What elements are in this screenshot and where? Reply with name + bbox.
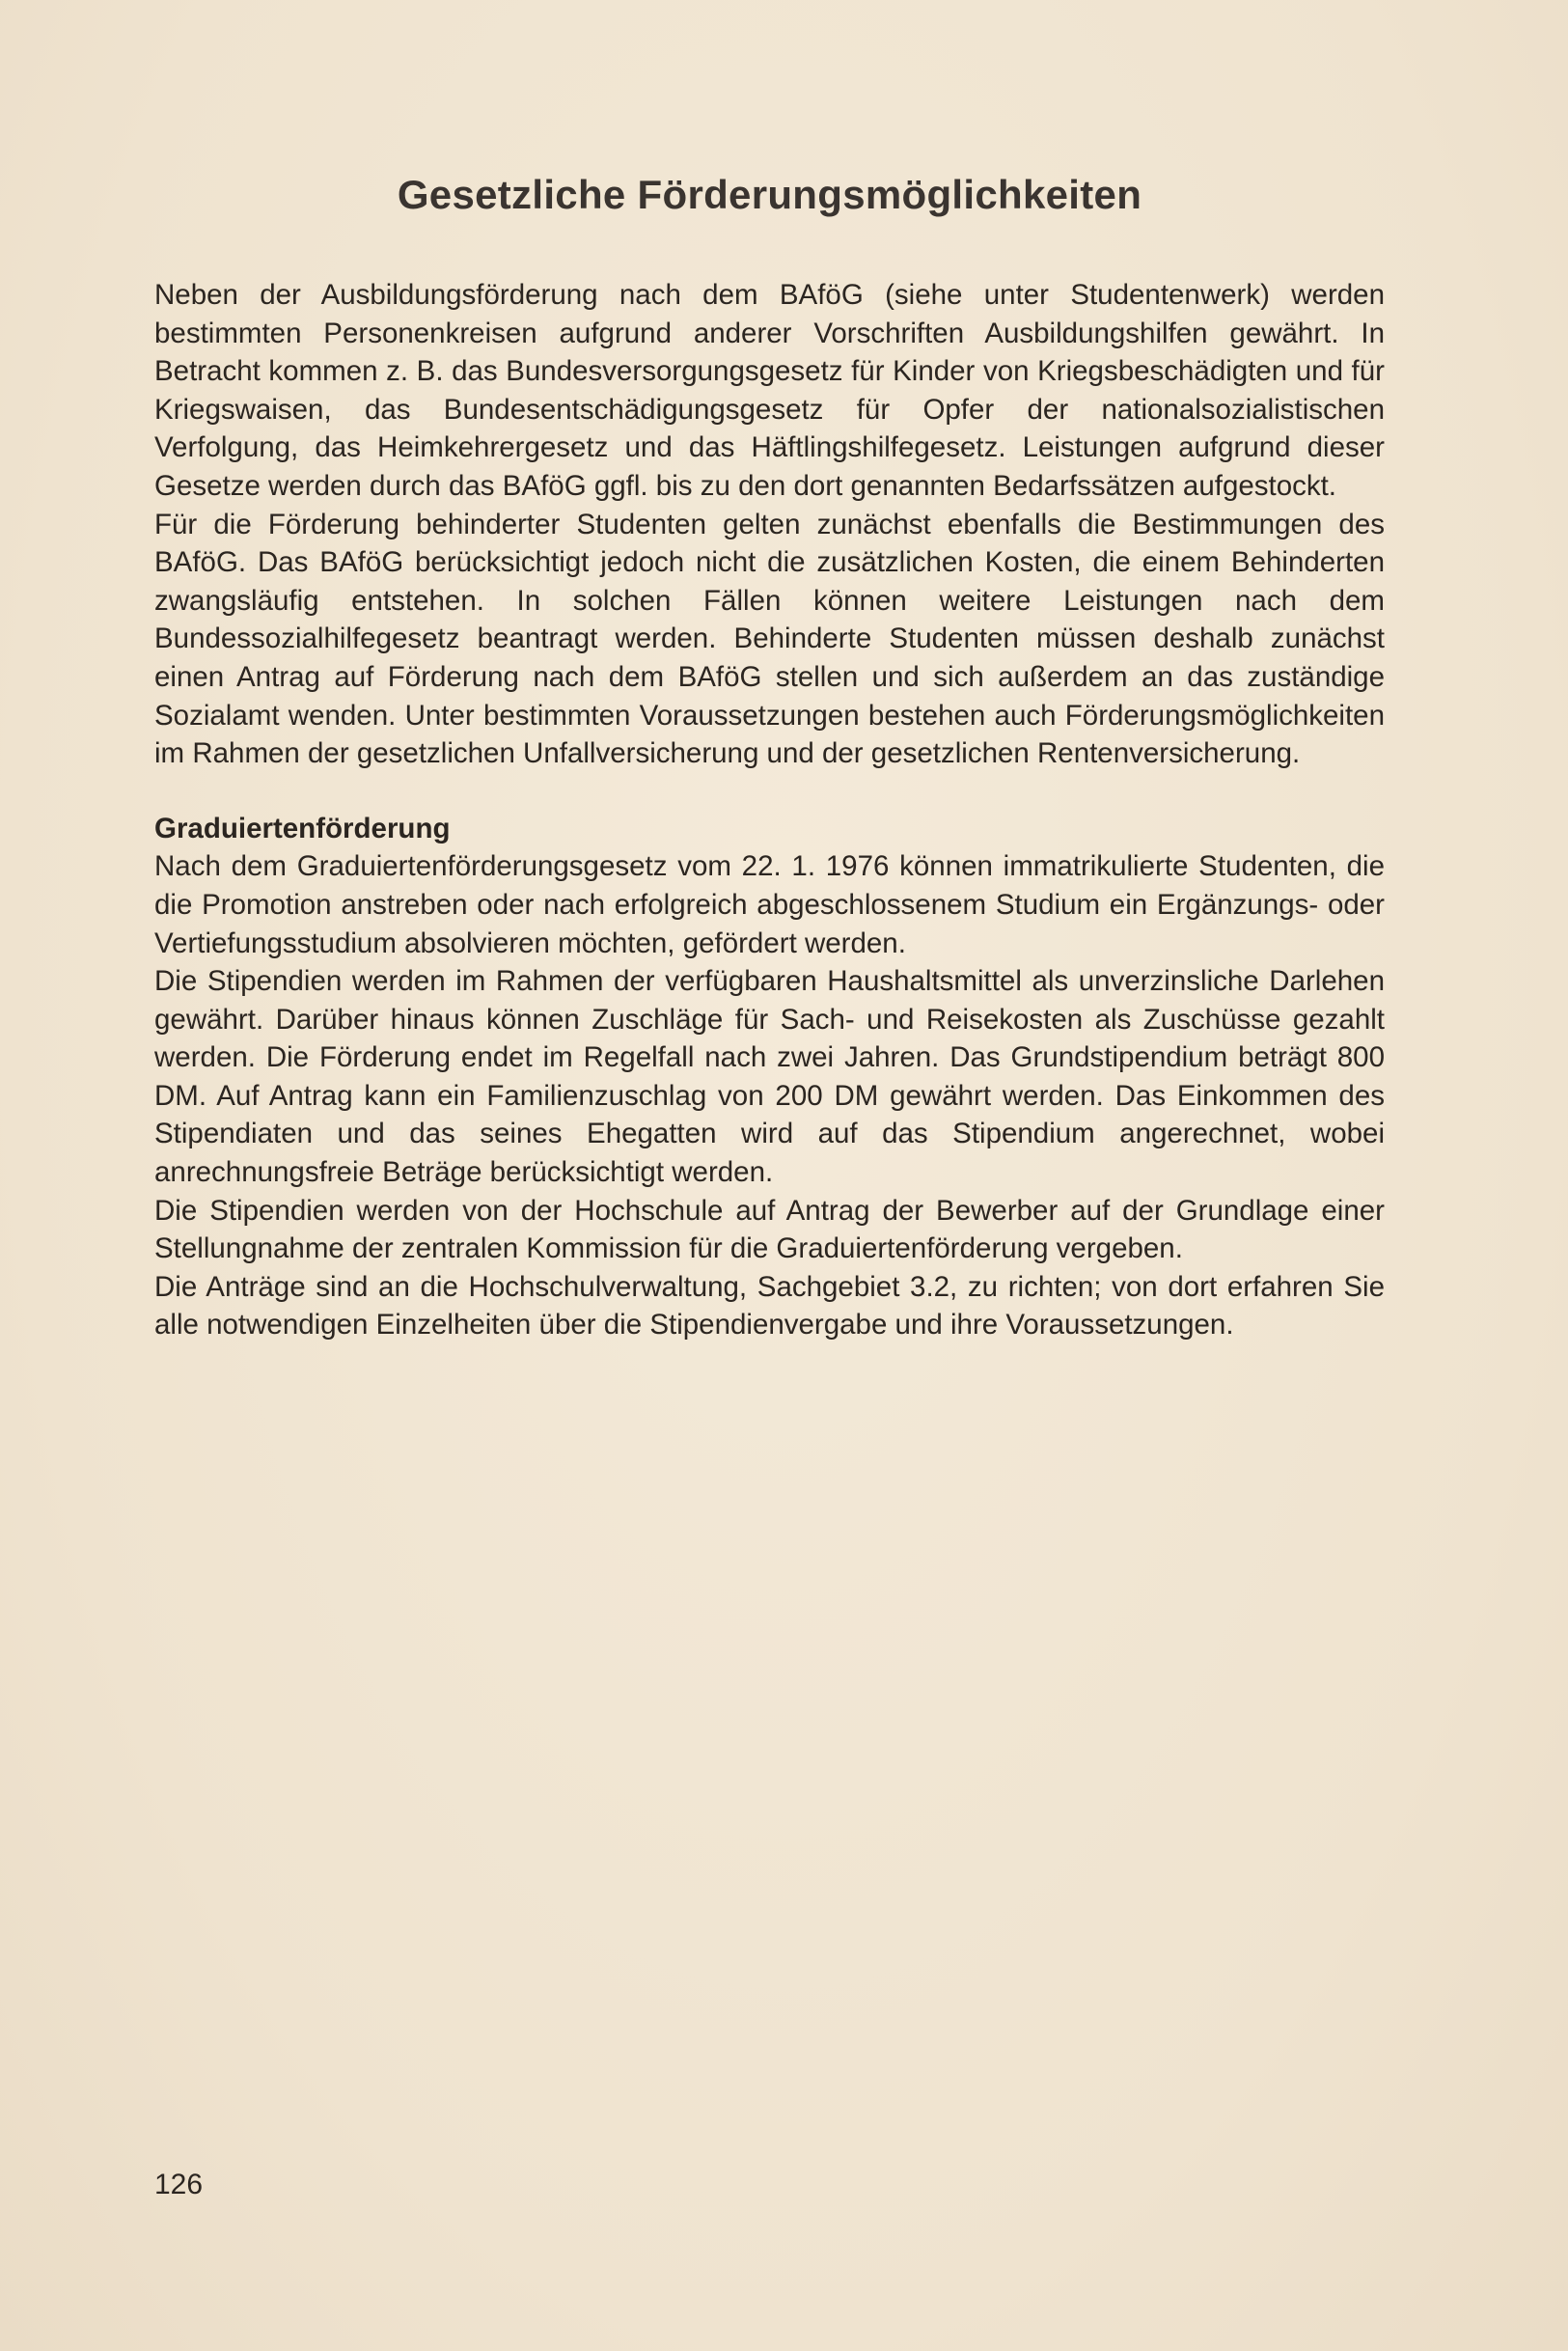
paragraph-applications: Die Anträge sind an die Hochschulverwaltung, Sachgebiet 3.2, zu richten; von dort erfahren Sie alle notwendigen Einzelheiten über die Stipendienvergabe und ihre Voraussetzungen. bbox=[154, 1270, 1385, 1341]
page-number: 126 bbox=[154, 2169, 204, 2200]
paragraph-bafoeg-other-laws: Neben der Ausbildungsförderung nach dem BAföG (siehe unter Studentenwerk) werden bestimmten Personenkreisen aufgrund anderer Vorschriften Ausbildungshilfen gewährt. In Betracht kommen z. B. das Bundesversorgungsgesetz für Kinder von Kriegsbeschädigten und für Kriegswaisen, das Bundesentschädigungsgesetz für Opfer der nationalsozialistischen Verfolgung, das Heimkehrergesetz und das Häftlingshilfegesetz. Leistungen aufgrund dieser Gesetze werden durch das BAföG ggfl. bis zu den dort genannten Bedarfssätzen aufgestockt. bbox=[154, 279, 1385, 502]
paragraph-stipend-award: Die Stipendien werden von der Hochschule auf Antrag der Bewerber auf der Grundlage einer Stellungnahme der zentralen Kommission für die Graduiertenförderung vergeben. bbox=[154, 1194, 1385, 1265]
section-legal-funding bbox=[154, 276, 1385, 773]
paragraph-graduate-law: Nach dem Graduiertenförderungsgesetz vom 22. 1. 1976 können immatrikulierte Studenten, die die Promotion anstreben oder nach erfolgreich abgeschlossenem Studium ein Ergänzungs- oder Vertiefungsstudium absolvieren möchten, gefördert werden. bbox=[154, 850, 1385, 959]
section-heading: Graduiertenförderung bbox=[154, 812, 451, 844]
page-content bbox=[154, 162, 1385, 1344]
paragraph-disabled-students: Für die Förderung behinderter Studenten gelten zunächst ebenfalls die Bestimmungen des BAföG. Das BAföG berücksichtigt jedoch nicht die zusätzlichen Kosten, die einem Behinderten zwangsläufig entstehen. In solchen Fällen können weitere Leistungen nach dem Bundessozialhilfegesetz beantragt werden. Behinderte Studenten müssen deshalb zunächst einen Antrag auf Förderung nach dem BAföG stellen und sich außerdem an das zuständige Sozialamt wenden. Unter bestimmten Voraussetzungen bestehen auch Förderungsmöglichkeiten im Rahmen der gesetzlichen Unfallversicherung und der gesetzlichen Rentenversicherung. bbox=[154, 508, 1385, 770]
section-graduate-funding bbox=[154, 810, 1385, 1344]
page-title: Gesetzliche Förderungsmöglichkeiten bbox=[397, 172, 1142, 217]
paragraph-stipend-terms: Die Stipendien werden im Rahmen der verfügbaren Haushaltsmittel als unverzinsliche Darlehen gewährt. Darüber hinaus können Zuschläge für Sach- und Reisekosten als Zuschüsse gezahlt werden. Die Förderung endet im Regelfall nach zwei Jahren. Das Grundstipendium beträgt 800 DM. Auf Antrag kann ein Familienzuschlag von 200 DM gewährt werden. Das Einkommen des Stipendiaten und das seines Ehegatten wird auf das Stipendium angerechnet, wobei anrechnungsfreie Beträge berücksichtigt werden. bbox=[154, 965, 1385, 1189]
